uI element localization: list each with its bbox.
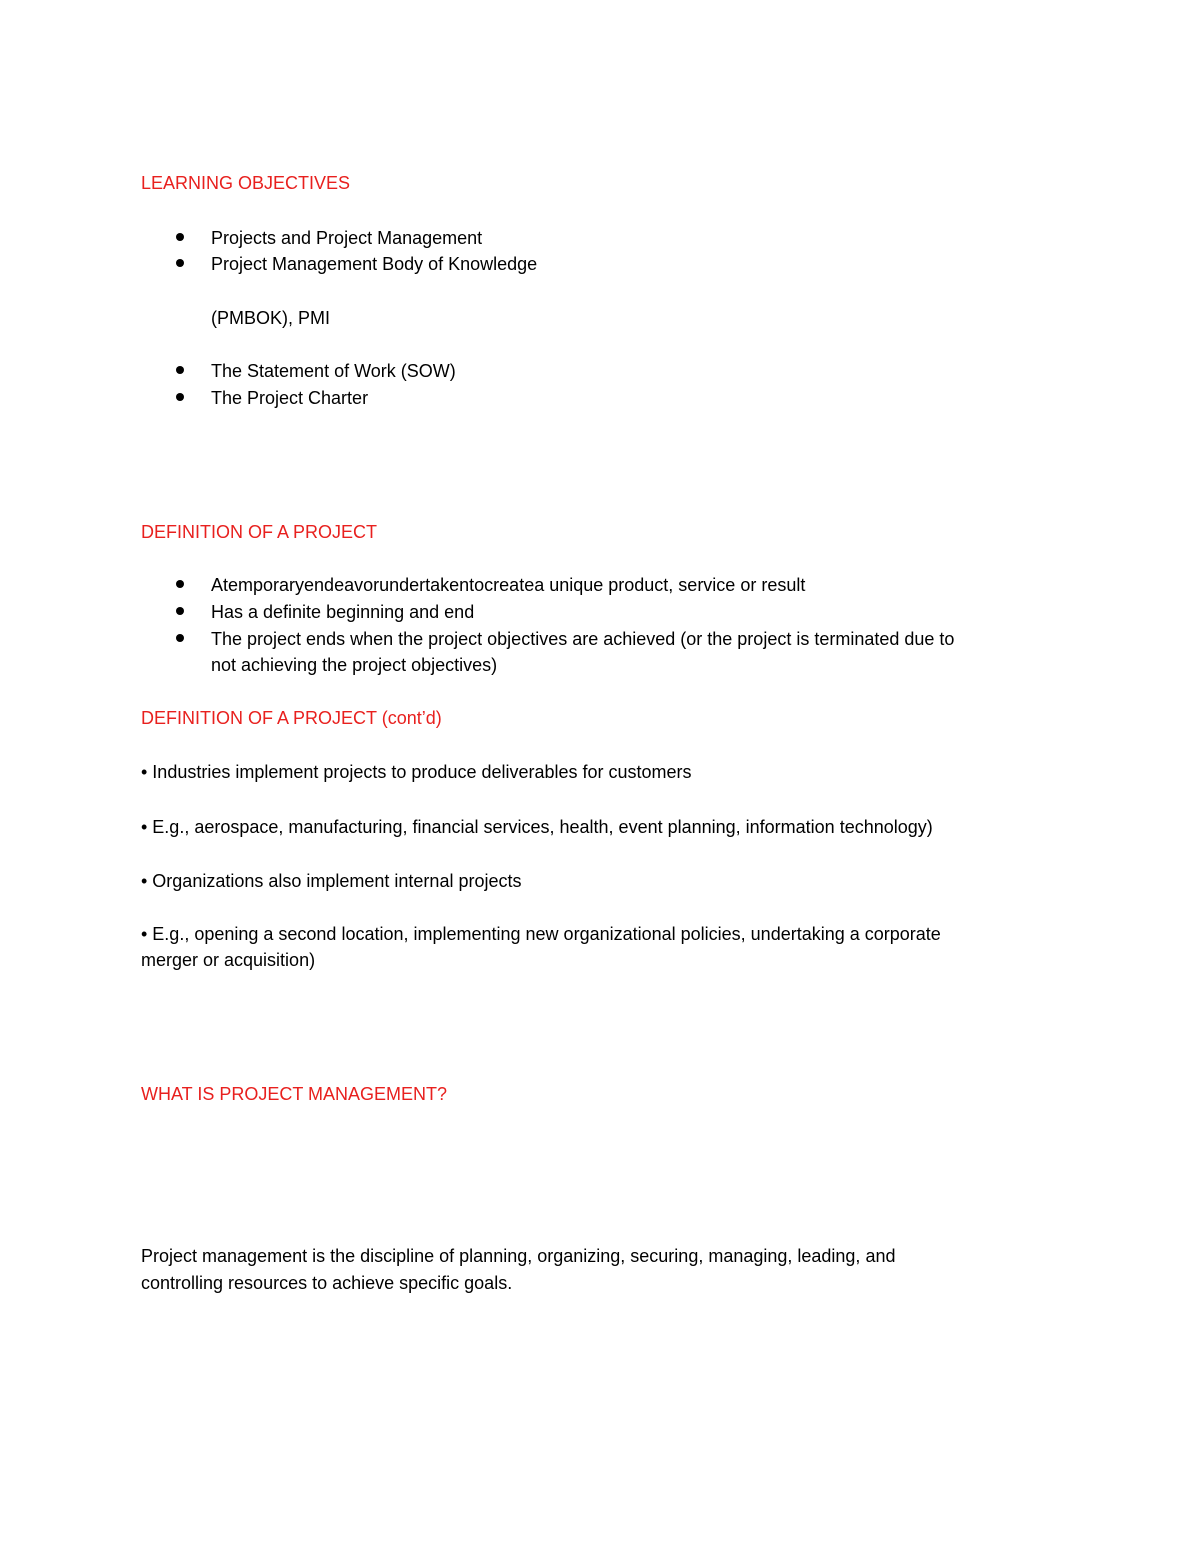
heading-definition-of-a-project: DEFINITION OF A PROJECT — [141, 522, 378, 542]
bullet-icon — [176, 259, 184, 267]
paragraph-continuation: merger or acquisition) — [141, 950, 316, 970]
bullet-icon — [176, 393, 184, 401]
list-item: Project Management Body of Knowledge — [211, 254, 538, 274]
paragraph: • E.g., opening a second location, implementing new organizational policies, undertaking a corporate — [141, 924, 941, 944]
heading-definition-contd: DEFINITION OF A PROJECT (cont’d) — [141, 708, 442, 728]
paragraph: • E.g., aerospace, manufacturing, financial services, health, event planning, information technology) — [141, 817, 933, 837]
paragraph: • Industries implement projects to produce deliverables for customers — [141, 762, 692, 782]
list-item: Projects and Project Management — [211, 228, 483, 248]
bullet-icon — [176, 607, 184, 615]
list-item: The project ends when the project objectives are achieved (or the project is terminated due to — [211, 629, 955, 649]
list-item: The Project Charter — [211, 388, 369, 408]
heading-learning-objectives: LEARNING OBJECTIVES — [141, 173, 351, 193]
bullet-icon — [176, 634, 184, 642]
heading-what-is-project-management: WHAT IS PROJECT MANAGEMENT? — [141, 1084, 448, 1104]
bullet-icon — [176, 366, 184, 374]
list-item: Atemporaryendeavorundertakentocreatea unique product, service or result — [211, 575, 806, 595]
paragraph: Project management is the discipline of planning, organizing, securing, managing, leading, and — [141, 1246, 896, 1266]
list-item-continuation: not achieving the project objectives) — [211, 655, 498, 675]
bullet-icon — [176, 233, 184, 241]
list-item: The Statement of Work (SOW) — [211, 361, 456, 381]
bullet-icon — [176, 580, 184, 588]
list-item-continuation: (PMBOK), PMI — [211, 308, 331, 328]
paragraph-continuation: controlling resources to achieve specific goals. — [141, 1273, 513, 1293]
paragraph: • Organizations also implement internal projects — [141, 871, 522, 891]
list-item: Has a definite beginning and end — [211, 602, 475, 622]
